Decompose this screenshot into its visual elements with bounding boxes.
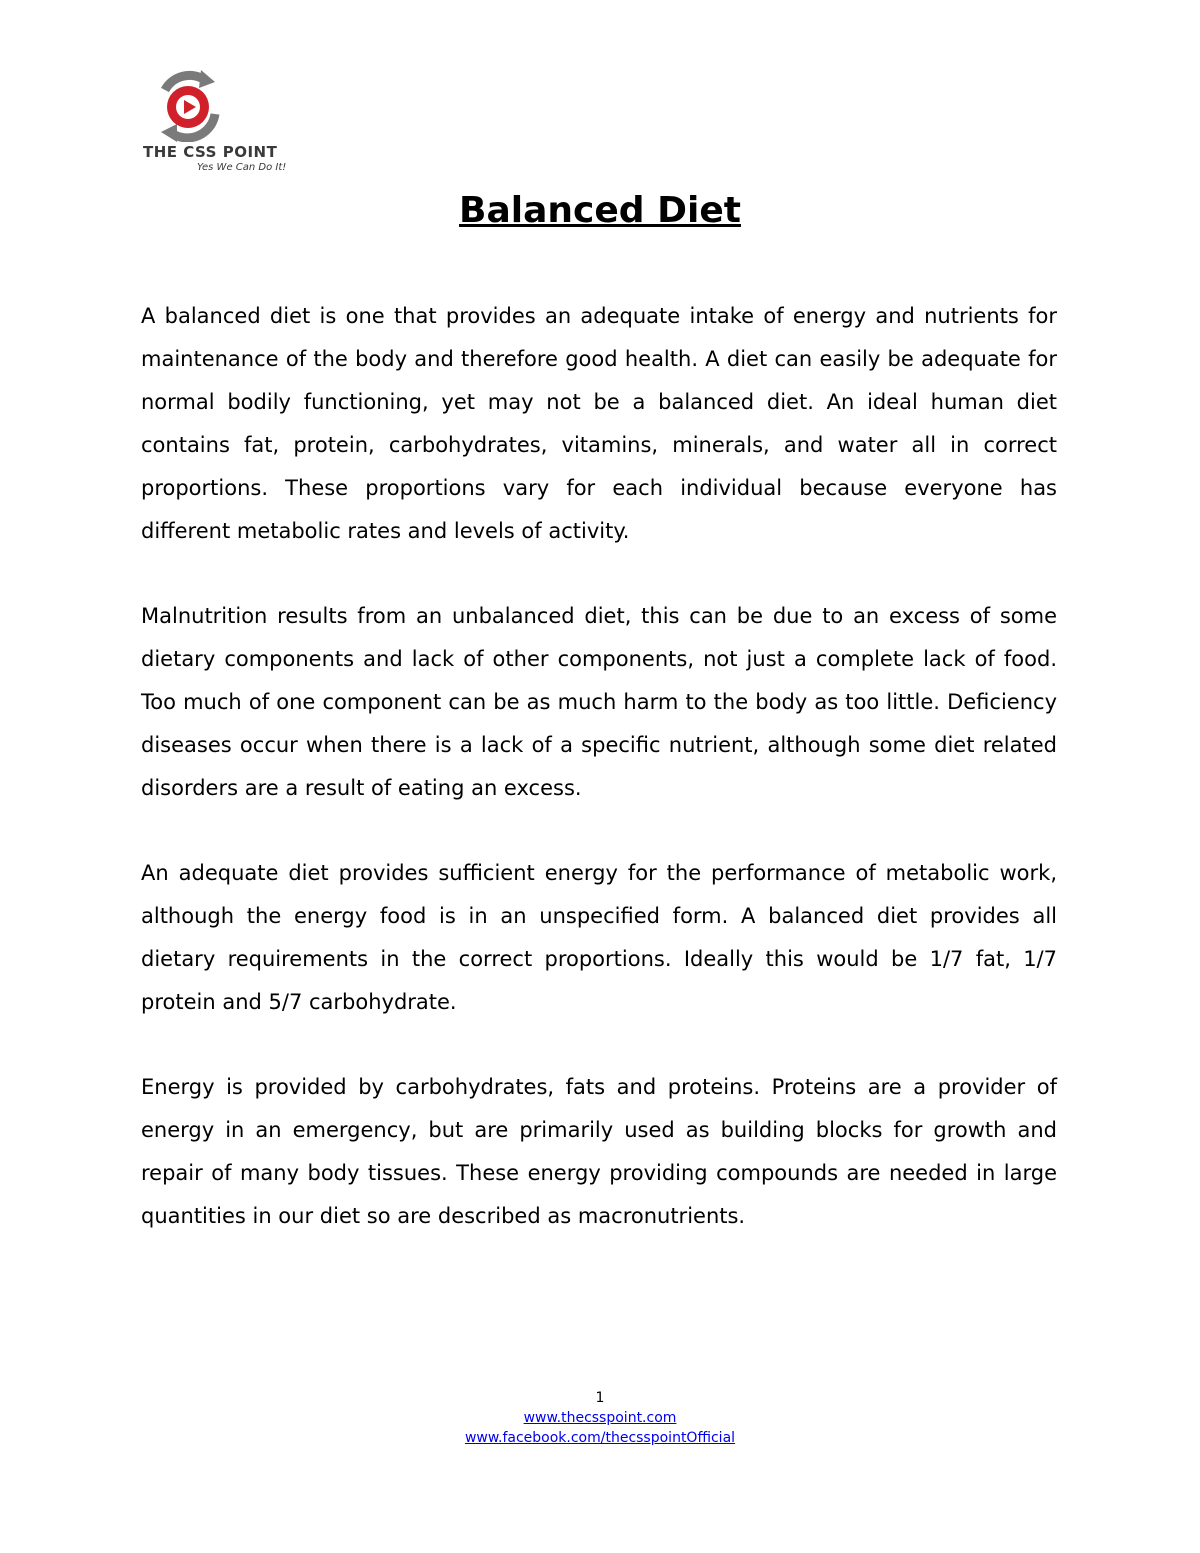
page-number: 1 — [595, 1390, 605, 1406]
logo-tagline: Yes We Can Do It! — [197, 162, 287, 173]
paragraph-4: Energy is provided by carbohydrates, fats and proteins. Proteins are a provider of energy in an emergency, but are primarily used as building blocks for growth and repair of many body tissues. These energy providing compounds are needed in large quantities in our diet so are described as macronutrients. — [141, 1075, 1057, 1228]
logo — [143, 70, 313, 180]
document-body — [141, 295, 1057, 1280]
logo-name: THE CSS POINT — [143, 143, 278, 161]
facebook-link[interactable]: www.facebook.com/thecsspointOfficial — [464, 1430, 736, 1446]
logo-emblem-icon — [153, 70, 223, 142]
page-footer — [0, 1388, 1200, 1448]
paragraph-2: Malnutrition results from an unbalanced diet, this can be due to an excess of some dietary components and lack of other components, not just a complete lack of food. Too much of one component can be as much harm to the body as too little. Deficiency diseases occur when there is a lack of a specific nutrient, although some diet related disorders are a result of eating an excess. — [141, 604, 1057, 800]
paragraph-3: An adequate diet provides sufficient energy for the performance of metabolic work, although the energy food is in an unspecified form. A balanced diet provides all dietary requirements in the correct proportions. Ideally this would be 1/7 fat, 1/7 protein and 5/7 carbohydrate. — [141, 861, 1057, 1014]
page-title: Balanced Diet — [459, 190, 741, 231]
website-link[interactable]: www.thecsspoint.com — [523, 1410, 677, 1426]
paragraph-1: A balanced diet is one that provides an adequate intake of energy and nutrients for maintenance of the body and therefore good health. A diet can easily be adequate for normal bodily functioning, yet may not be a balanced diet. An ideal human diet contains fat, protein, carbohydrates, vitamins, minerals, and water all in correct proportions. These proportions vary for each individual because everyone has different metabolic rates and levels of activity. — [141, 304, 1057, 543]
